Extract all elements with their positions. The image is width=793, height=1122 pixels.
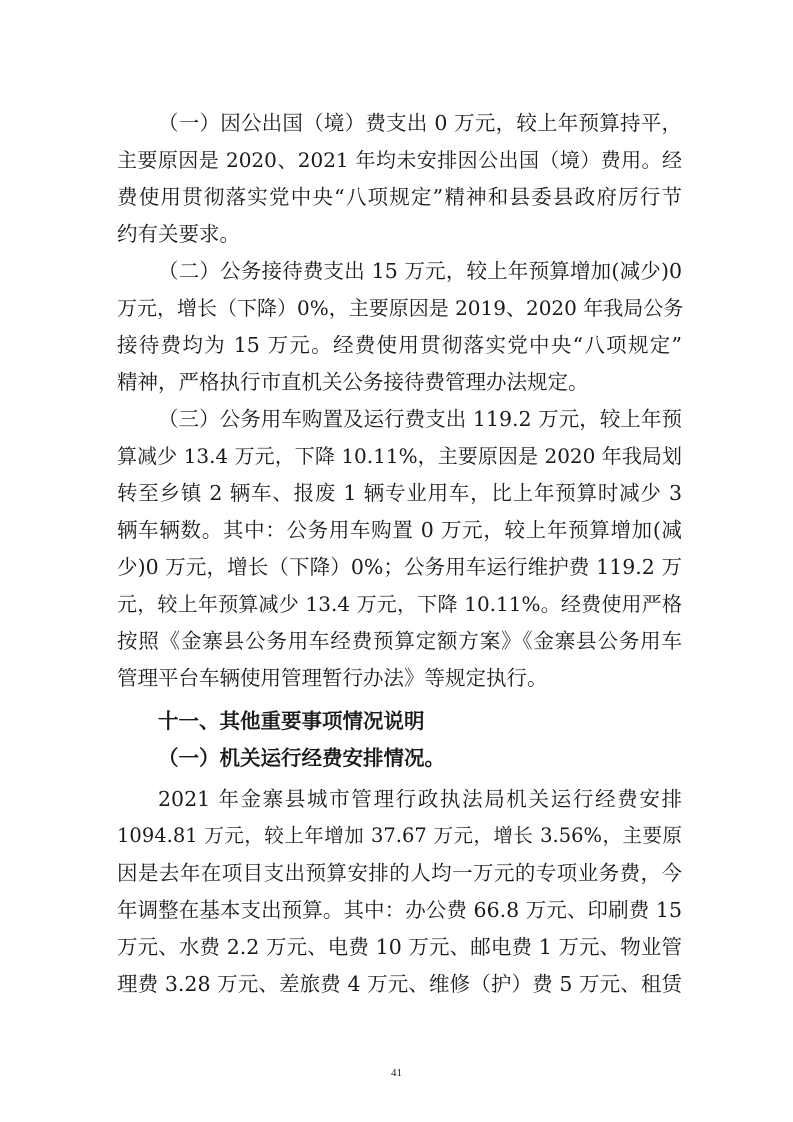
paragraph-3-line-8: 管理平台车辆使用管理暂行办法》等规定执行。 (117, 666, 548, 690)
paragraph-1-line-2: 主要原因是 2020、2021 年均未安排因公出国（境）费用。经 (117, 148, 682, 172)
subsection-heading: （一）机关运行经费安排情况。 (158, 746, 445, 770)
paragraph-1-line-4: 约有关要求。 (117, 222, 240, 246)
paragraph-4-line-4: 年调整在基本支出预算。其中：办公费 66.8 万元、印刷费 15 (117, 898, 682, 922)
paragraph-3-line-3: 转至乡镇 2 辆车、报废 1 辆专业用车，比上年预算时减少 3 (117, 481, 682, 505)
section-heading: 十一、其他重要事项情况说明 (158, 709, 425, 733)
paragraph-4-line-1: 2021 年金寨县城市管理行政执法局机关运行经费安排 (158, 787, 682, 811)
page-number: 41 (391, 1067, 402, 1079)
paragraph-1-line-3: 费使用贯彻落实党中央“八项规定”精神和县委县政府厉行节 (117, 185, 682, 209)
paragraph-2-line-3: 接待费均为 15 万元。经费使用贯彻落实党中央“八项规定” (117, 333, 682, 357)
paragraph-4-line-6: 理费 3.28 万元、差旅费 4 万元、维修（护）费 5 万元、租赁 (117, 972, 682, 996)
paragraph-3-line-4: 辆车辆数。其中：公务用车购置 0 万元，较上年预算增加(减 (117, 518, 682, 542)
paragraph-3-line-6: 元，较上年预算减少 13.4 万元，下降 10.11%。经费使用严格 (117, 592, 682, 616)
paragraph-1-line-1: （一）因公出国（境）费支出 0 万元，较上年预算持平， (158, 111, 682, 135)
paragraph-4-line-2: 1094.81 万元，较上年增加 37.67 万元，增长 3.56%，主要原 (117, 824, 682, 847)
paragraph-3-line-7: 按照《金寨县公务用车经费预算定额方案》《金寨县公务用车 (117, 629, 682, 653)
paragraph-4-line-3: 因是去年在项目支出预算安排的人均一万元的专项业务费，今 (117, 861, 682, 885)
paragraph-2-line-4: 精神，严格执行市直机关公务接待费管理办法规定。 (117, 370, 589, 394)
paragraph-3-line-5: 少)0 万元，增长（下降）0%；公务用车运行维护费 119.2 万 (117, 555, 682, 579)
paragraph-2-line-2: 万元，增长（下降）0%，主要原因是 2019、2020 年我局公务 (117, 296, 684, 320)
paragraph-2-line-1: （二）公务接待费支出 15 万元，较上年预算增加(减少)0 (158, 259, 682, 283)
paragraph-3-line-2: 算减少 13.4 万元，下降 10.11%，主要原因是 2020 年我局划 (117, 444, 682, 468)
paragraph-3-line-1: （三）公务用车购置及运行费支出 119.2 万元，较上年预 (158, 407, 682, 431)
paragraph-4-line-5: 万元、水费 2.2 万元、电费 10 万元、邮电费 1 万元、物业管 (117, 935, 682, 959)
